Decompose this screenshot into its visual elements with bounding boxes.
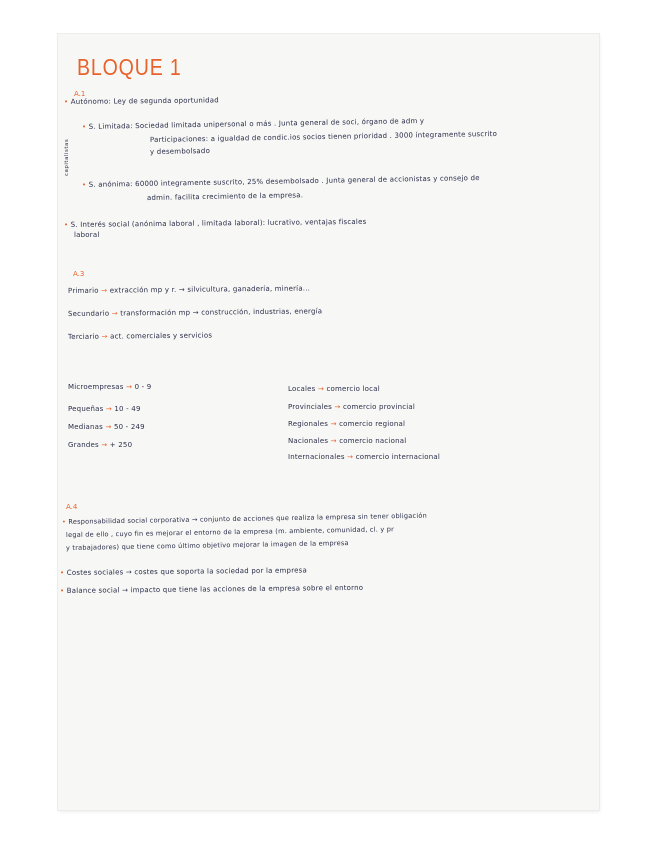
page-title: BLOQUE 1 [77, 54, 182, 80]
sl-line-1: • S. Limitada: Sociedad limitada unipersonal o más . Junta general de soci, órgano de adm y [81, 117, 425, 131]
sl-line-2: Participaciones: a igualdad de condic.ios socios tienen prioridad . 3000 íntegramente suscrito [149, 129, 498, 144]
size-pequenas: Pequeñas → 10 - 49 [68, 405, 141, 413]
section-label-a3: A.3 [73, 270, 85, 278]
costes-sociales-line: • Costes sociales → costes que soporta la sociedad por la empresa [59, 566, 307, 577]
sector-primario: Primario → extracción mp y r. → silvicultura, ganadería, minería... [67, 284, 311, 295]
scope-regionales: Regionales → comercio regional [288, 420, 406, 428]
scope-provinciales: Provinciales → comercio provincial [288, 403, 416, 411]
sector-terciario: Terciario → act. comerciales y servicios [67, 331, 213, 341]
balance-social-line: • Balance social → impacto que tiene las acciones de la empresa sobre el entorno [59, 583, 364, 595]
autonomo-line: • Autónomo: Ley de segunda oportunidad [63, 96, 219, 106]
scope-nacionales: Nacionales → comercio nacional [288, 437, 407, 445]
rsc-line-2: legal de ello , cuyo fin es mejorar el entorno de la empresa (m. ambiente, comunidad, cl. y pr [65, 525, 395, 539]
sector-secundario: Secundario → transformación mp → construcción, industrias, energía [67, 307, 323, 318]
sa-line-2: admin. facilita crecimiento de la empresa. [146, 191, 304, 202]
scope-internacionales: Internacionales → comercio internacional [288, 453, 441, 461]
si-line-2: laboral [74, 231, 100, 239]
rsc-line-1: • Responsabilidad social corporativa → conjunto de acciones que realiza la empresa sin tener obligación [61, 511, 428, 526]
sa-line-1: • S. anónima: 60000 integramente suscrito, 25% desembolsado . Junta general de accionistas y consejo de [81, 174, 480, 189]
sl-line-3: y desembolsado [149, 146, 211, 156]
size-medianas: Medianas → 50 - 249 [68, 423, 145, 431]
capitalistas-side-label: capitalistas [64, 138, 70, 176]
size-micro: Microempresas → 0 - 9 [68, 383, 152, 391]
size-grandes: Grandes → + 250 [68, 441, 133, 449]
si-line-1: • S. Interés social (anónima laboral , limitada laboral): lucrativo, ventajas fiscales [63, 217, 367, 229]
section-label-a1: A.1 [74, 90, 86, 98]
section-label-a4: A.4 [66, 503, 78, 511]
rsc-line-3: y trabajadores) que tiene como último objetivo mejorar la imagen de la empresa [65, 539, 349, 552]
scope-locales: Locales → comercio local [288, 385, 380, 393]
